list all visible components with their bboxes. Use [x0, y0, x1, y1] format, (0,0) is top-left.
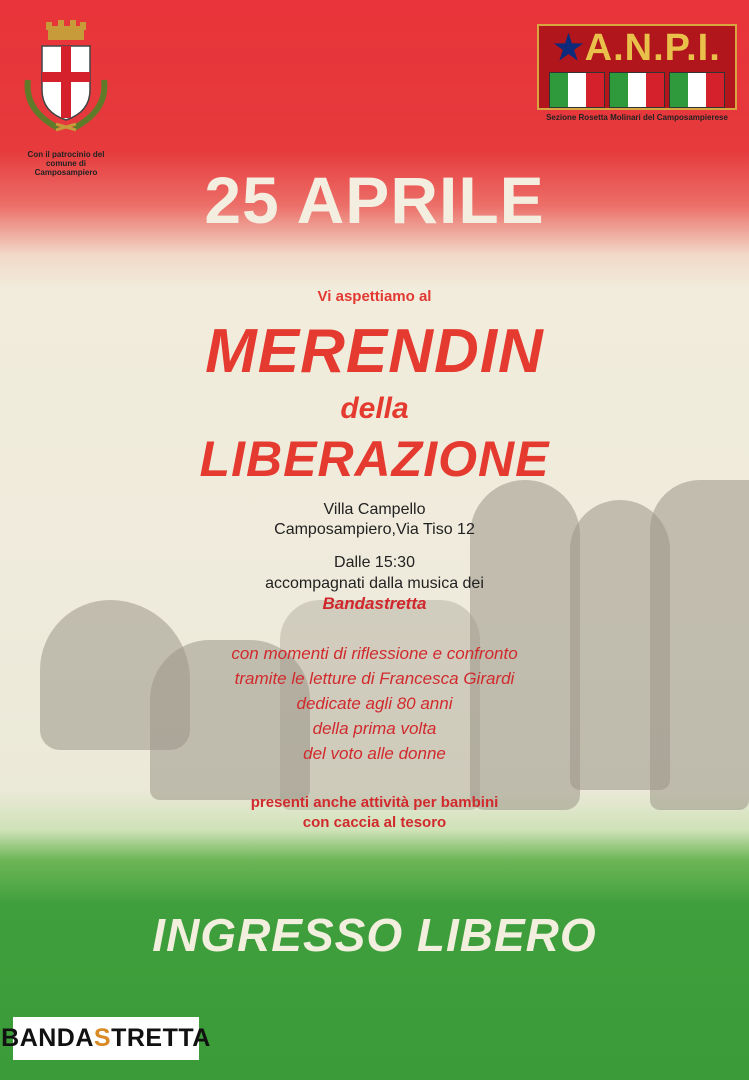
kids-block: [0, 793, 749, 833]
notes-line: con momenti di riflessione e confronto: [231, 644, 518, 663]
event-date: 25 APRILE: [204, 163, 545, 237]
anpi-title: A.N.P.I.: [584, 27, 721, 69]
notes-line: dedicate agli 80 anni: [296, 694, 453, 713]
anpi-logo: [537, 24, 737, 110]
venue-address: Camposampiero,Via Tiso 12: [274, 521, 475, 538]
bandastretta-logo: [1, 1017, 211, 1060]
event-title-line1: MERENDIN: [205, 317, 544, 386]
event-time: Dalle 15:30: [334, 554, 415, 571]
anpi-subtitle: Sezione Rosetta Molinari del Camposampierese: [546, 113, 728, 122]
logo-part: S: [93, 1024, 112, 1052]
band-name: Bandastretta: [322, 594, 427, 613]
notes-block: [0, 641, 749, 766]
venue-name: Villa Campello: [323, 501, 426, 518]
patronage-label: Con il patrocinio del comune di Camposampiero: [27, 150, 105, 177]
star-icon: ★: [553, 29, 585, 67]
italian-flag-icon: [609, 72, 665, 108]
italian-flags: [549, 72, 725, 108]
italian-flag-icon: [669, 72, 725, 108]
time-block: [0, 552, 749, 594]
kids-line: con caccia al tesoro: [302, 814, 447, 831]
music-intro: accompagnati dalla musica dei: [265, 575, 484, 592]
event-title-line3: LIBERAZIONE: [199, 431, 550, 487]
event-title-line2: della: [340, 392, 409, 425]
free-entry-label: INGRESSO LIBERO: [152, 909, 597, 961]
kids-line: presenti anche attività per bambini: [250, 794, 499, 811]
logo-part: TRETTA: [111, 1024, 211, 1052]
intro-text: Vi aspettiamo al: [317, 288, 432, 305]
city-crest-icon: [18, 20, 114, 140]
logo-part: BANDA: [1, 1024, 94, 1052]
notes-line: della prima volta: [312, 719, 437, 738]
notes-line: tramite le letture di Francesca Girardi: [234, 669, 515, 688]
italian-flag-icon: [549, 72, 605, 108]
notes-line: del voto alle donne: [303, 744, 446, 763]
venue-block: [0, 500, 749, 540]
